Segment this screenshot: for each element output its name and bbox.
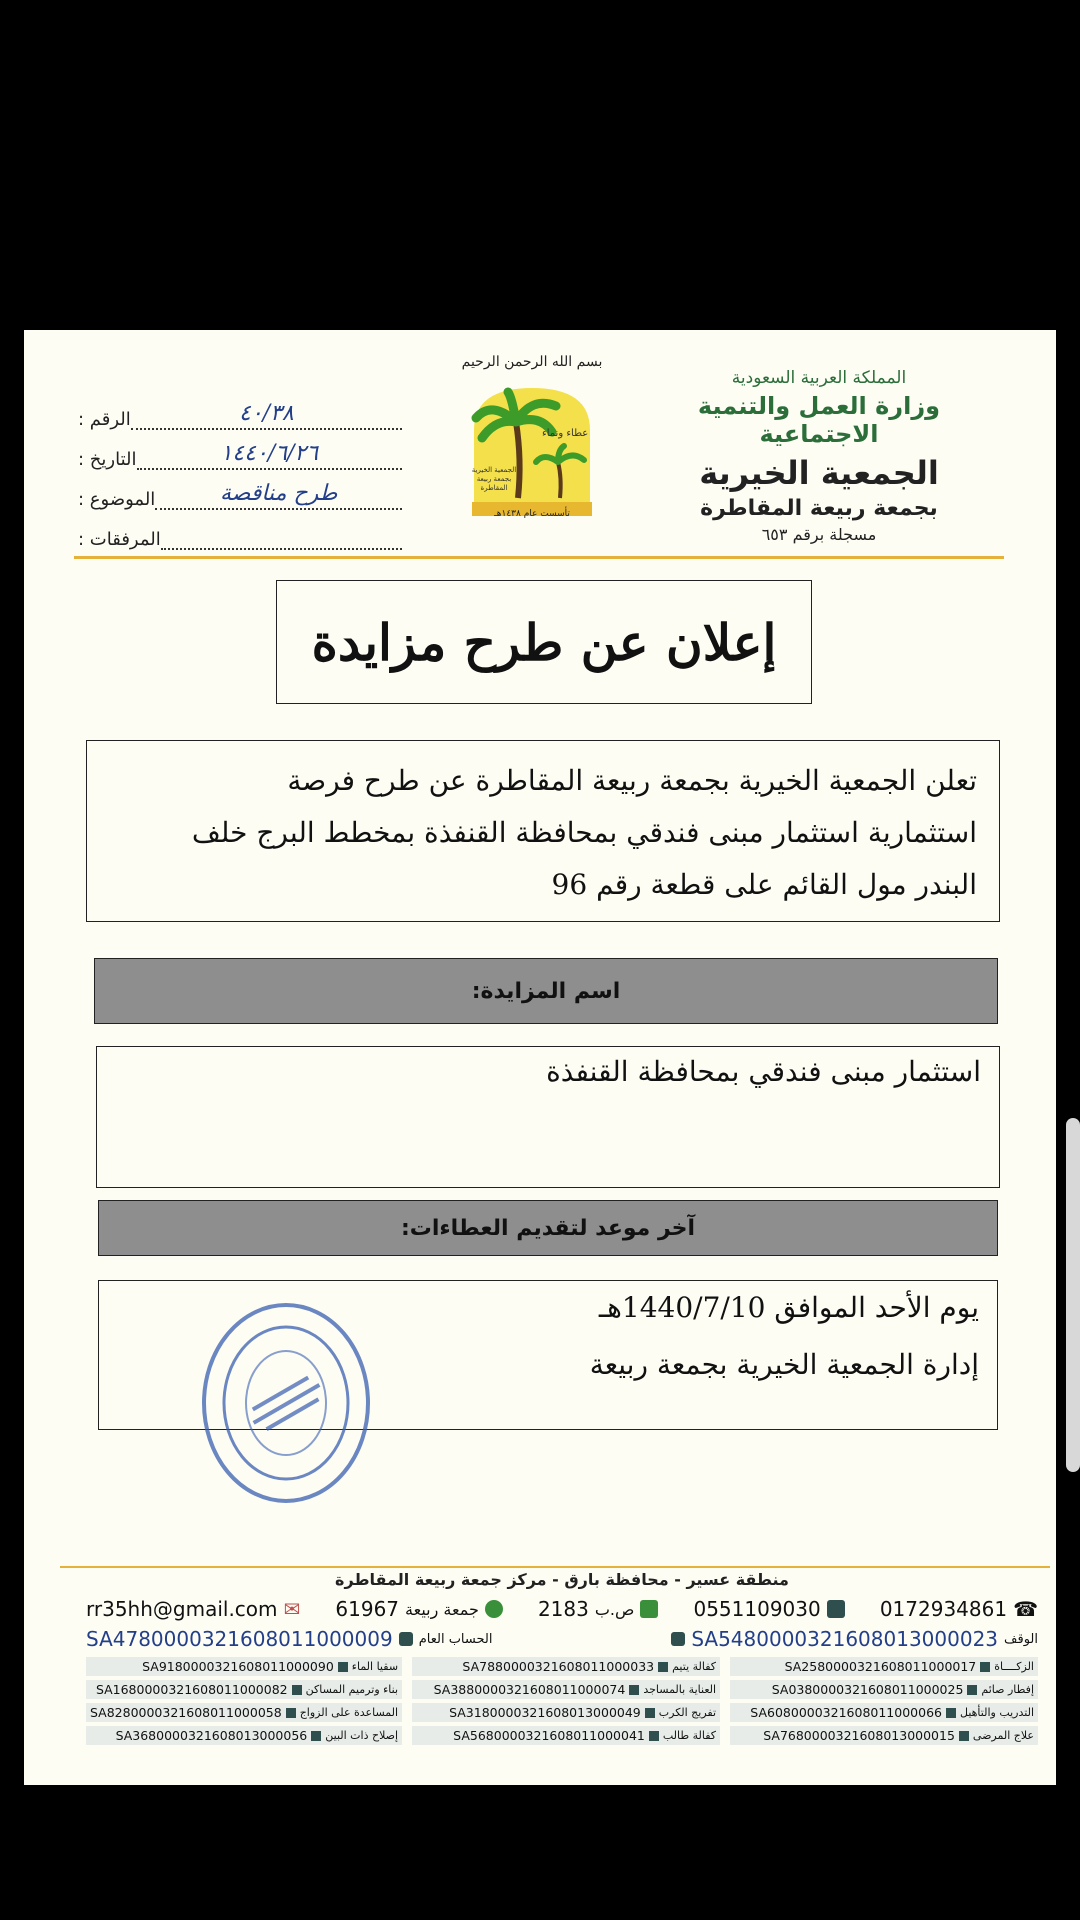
mobile-icon xyxy=(827,1600,845,1618)
basmala: بسم الله الرحمن الرحيم xyxy=(461,354,603,370)
bank-icon xyxy=(671,1632,685,1646)
account-item xyxy=(86,1657,402,1676)
bank-icon xyxy=(311,1731,321,1741)
bank-icon xyxy=(645,1708,655,1718)
general-account-item xyxy=(86,1627,492,1651)
auction-name-box xyxy=(96,1046,1000,1188)
account-label: بناء وترميم المساكن xyxy=(305,1683,399,1696)
bank-icon xyxy=(286,1708,296,1718)
announcement-body xyxy=(109,755,977,911)
seal-icon xyxy=(196,1298,376,1508)
date-label: التاريخ : xyxy=(78,449,137,470)
account-label: العناية بالمساجد xyxy=(643,1683,717,1696)
email-item[interactable] xyxy=(86,1597,300,1621)
kingdom-name: المملكة العربية السعودية xyxy=(731,368,907,388)
bank-icon xyxy=(967,1685,977,1695)
postal-item xyxy=(335,1597,502,1621)
account-label: كفالة يتيم xyxy=(672,1660,717,1673)
logo-founded: تأسست عام ١٤٣٨هـ xyxy=(494,509,570,519)
auction-name-label: اسم المزايدة: xyxy=(471,978,621,1004)
account-item xyxy=(86,1680,402,1699)
general-account-number: SA4780000321608011000009 xyxy=(86,1627,393,1651)
bank-icon xyxy=(959,1731,969,1741)
postal-label: جمعة ربيعة xyxy=(405,1599,479,1619)
account-item xyxy=(86,1703,402,1722)
bank-icon xyxy=(658,1662,668,1672)
official-stamp xyxy=(196,1298,376,1508)
globe-icon xyxy=(485,1600,503,1618)
account-number: SA3880000321608011000074 xyxy=(433,1682,626,1697)
announcement-title: إعلان عن طرح مزايدة xyxy=(311,612,777,672)
account-number: SA1680000321608011000082 xyxy=(95,1682,288,1697)
footer xyxy=(86,1570,1038,1745)
bank-icon xyxy=(629,1685,639,1695)
accounts-grid xyxy=(86,1657,1038,1745)
account-number: SA3180000321608013000049 xyxy=(449,1705,641,1720)
account-number: SA6080000321608011000066 xyxy=(750,1705,942,1720)
org-location: بجمعة ربيعة المقاطرة xyxy=(700,496,938,521)
contact-row xyxy=(86,1597,1038,1621)
subject-value: طرح مناقصة xyxy=(155,481,402,510)
account-item xyxy=(412,1657,720,1676)
scrollbar-handle[interactable] xyxy=(1066,1118,1080,1472)
po-box-number: 2183 xyxy=(537,1597,589,1621)
registration-number: مسجلة برقم ٦٥٣ xyxy=(761,525,877,544)
account-item xyxy=(730,1680,1038,1699)
account-item xyxy=(730,1657,1038,1676)
bank-icon xyxy=(292,1685,302,1695)
account-label: كفالة طالب xyxy=(662,1729,717,1742)
deadline-label: آخر موعد لتقديم العطاءات: xyxy=(400,1215,696,1241)
auction-name: استثمار مبنى فندقي بمحافظة القنفذة xyxy=(546,1055,981,1088)
bank-icon xyxy=(338,1662,348,1672)
mobile-item xyxy=(693,1597,844,1621)
po-box-item xyxy=(538,1597,658,1621)
account-label: تفريج الكرب xyxy=(658,1706,717,1719)
signature-line: إدارة الجمعية الخيرية بجمعة ربيعة xyxy=(589,1348,979,1381)
date-row xyxy=(72,430,402,470)
waqf-account-number: SA5480000321608013000023 xyxy=(691,1627,999,1651)
phone-icon: ☎ xyxy=(1013,1597,1038,1621)
waqf-account-label: الوقف xyxy=(1004,1631,1038,1647)
account-number: SA0380000321608011000025 xyxy=(771,1682,964,1697)
logo-text: الجمعية الخيرية بجمعة ربيعة المقاطرة xyxy=(471,466,517,492)
bank-icon xyxy=(399,1632,413,1646)
deadline-header xyxy=(98,1200,998,1256)
account-number: SA5680000321608011000041 xyxy=(453,1728,645,1743)
document-meta xyxy=(72,390,402,550)
main-accounts-row xyxy=(86,1627,1038,1651)
account-label: إفطار صائم xyxy=(981,1683,1034,1696)
mailbox-icon xyxy=(640,1600,658,1618)
deadline-date: يوم الأحد الموافق 1440/7/10هـ xyxy=(598,1291,979,1324)
account-item xyxy=(412,1680,720,1699)
account-label: التدريب والتأهيل xyxy=(959,1706,1034,1719)
account-number: SA9180000321608011000090 xyxy=(142,1659,334,1674)
account-label: علاج المرضى xyxy=(972,1729,1034,1742)
org-header xyxy=(654,368,984,544)
email-address[interactable]: rr35hh@gmail.com xyxy=(86,1597,278,1621)
account-item xyxy=(412,1726,720,1745)
account-number: SA7680000321608013000015 xyxy=(763,1728,955,1743)
body-line-2: استثمارية استثمار مبنى فندقي بمحافظة القنفذة بمخطط البرج خلف xyxy=(191,816,977,849)
po-box-label: ص.ب xyxy=(594,1599,635,1619)
account-number: SA8280000321608011000058 xyxy=(90,1705,282,1720)
account-label: المساعدة على الزواج xyxy=(299,1706,399,1719)
attachments-row xyxy=(72,510,402,550)
org-name: الجمعية الخيرية xyxy=(699,454,939,492)
number-value: ٤٠/٣٨ xyxy=(131,401,402,430)
postal-code: 61967 xyxy=(335,1597,400,1621)
account-number: SA2580000321608011000017 xyxy=(784,1659,977,1674)
bank-icon xyxy=(946,1708,956,1718)
date-value: ١٤٤٠/٦/٢٦ xyxy=(137,441,402,470)
palm-tree-icon xyxy=(452,370,612,520)
body-line-1: تعلن الجمعية الخيرية بجمعة ربيعة المقاطرة عن طرح فرصة xyxy=(287,764,977,797)
phone-item xyxy=(880,1597,1038,1621)
account-item xyxy=(730,1703,1038,1722)
logo-slogan: عطاء ونماء xyxy=(542,428,589,439)
header-divider xyxy=(74,556,1004,559)
bank-icon xyxy=(649,1731,659,1741)
footer-divider xyxy=(60,1566,1050,1568)
account-number: SA7880000321608011000033 xyxy=(462,1659,655,1674)
bank-icon xyxy=(980,1662,990,1672)
general-account-label: الحساب العام xyxy=(418,1631,493,1647)
attachments-label: المرفقات : xyxy=(78,529,161,550)
ministry-name: وزارة العمل والتنمية الاجتماعية xyxy=(697,392,941,448)
announcement-title-box xyxy=(276,580,812,704)
account-item xyxy=(412,1703,720,1722)
account-label: إصلاح ذات البين xyxy=(325,1729,399,1742)
number-row xyxy=(72,390,402,430)
phone-number: 0172934861 xyxy=(879,1597,1008,1621)
account-item xyxy=(86,1726,402,1745)
subject-label: الموضوع : xyxy=(78,489,156,510)
footer-address: منطقة عسير - محافظة بارق - مركز جمعة ربيعة المقاطرة xyxy=(335,1570,789,1589)
body-line-3: البندر مول القائم على قطعة رقم 96 xyxy=(551,868,977,901)
account-label: سقيا الماء xyxy=(351,1660,399,1673)
auction-name-header xyxy=(94,958,998,1024)
number-label: الرقم : xyxy=(78,409,131,430)
attachments-value xyxy=(161,546,402,550)
subject-row xyxy=(72,470,402,510)
waqf-account-item xyxy=(671,1627,1038,1651)
account-label: الزكــــاة xyxy=(994,1660,1034,1673)
account-item xyxy=(730,1726,1038,1745)
org-logo xyxy=(452,354,612,524)
mobile-number: 0551109030 xyxy=(693,1597,821,1621)
envelope-icon: ✉ xyxy=(283,1597,301,1621)
announcement-body-box xyxy=(86,740,1000,922)
account-number: SA3680000321608013000056 xyxy=(115,1728,308,1743)
scanned-document xyxy=(24,330,1056,1785)
